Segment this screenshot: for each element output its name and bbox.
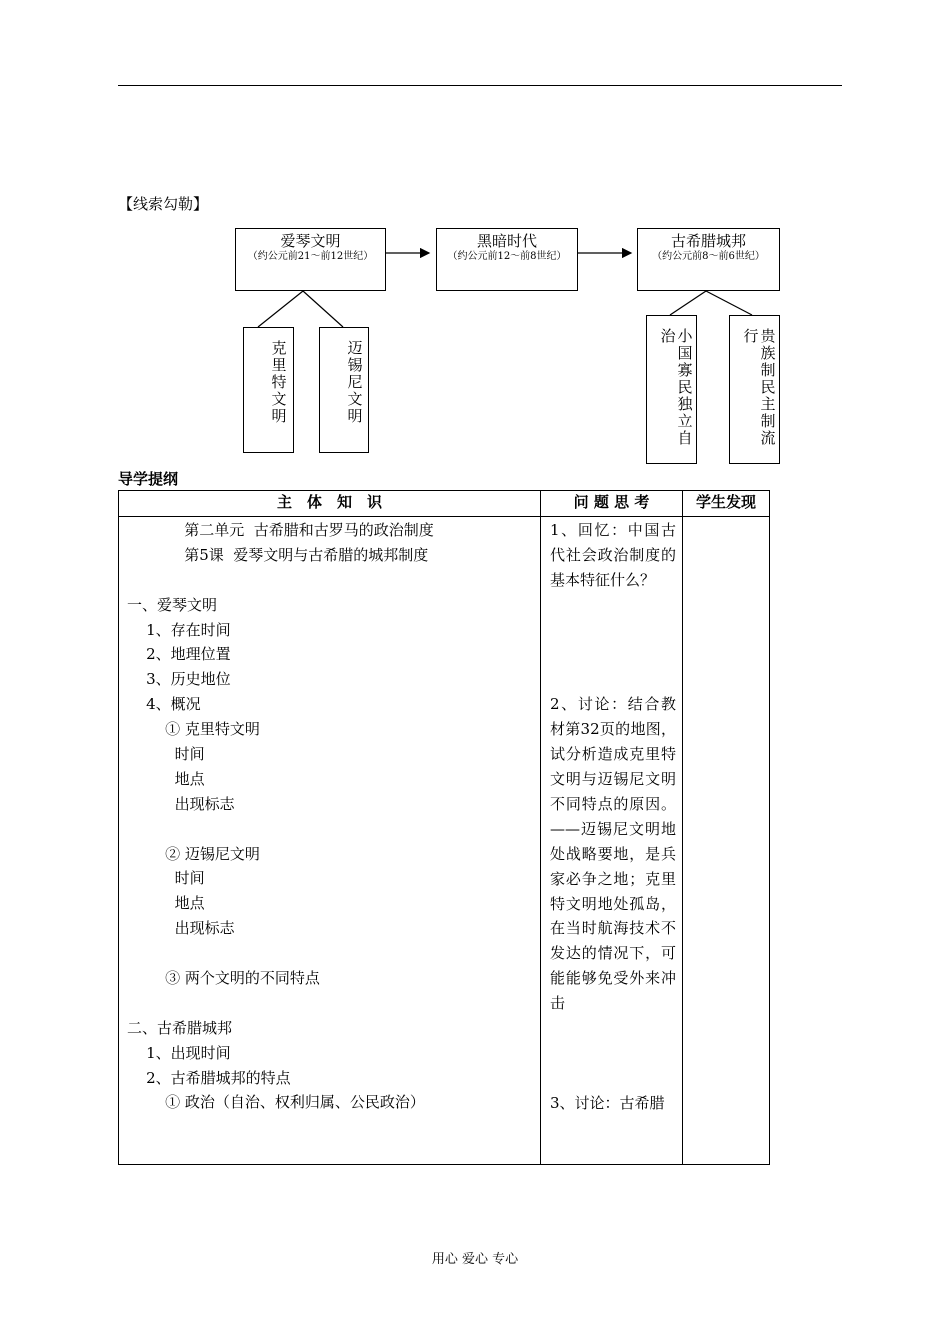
knowledge-line: 1、出现时间	[127, 1043, 231, 1062]
knowledge-line: ① 克里特文明	[127, 720, 260, 739]
question-3: 3、讨论：古希腊	[550, 1093, 665, 1112]
header-question-thinking: 问 题 思 考	[541, 491, 683, 517]
branch-text-col1: 小国寡民独立自	[677, 327, 693, 447]
knowledge-line	[119, 941, 540, 966]
knowledge-line: 3、历史地位	[127, 670, 231, 689]
branch-line-aristocracy	[706, 291, 752, 315]
page-footer: 用心 爱心 专心	[431, 1252, 519, 1267]
knowledge-cell	[119, 517, 541, 1165]
knowledge-line: 地点	[127, 769, 205, 788]
branch-text: 克里特文明	[271, 339, 287, 425]
knowledge-line: 时间	[127, 869, 205, 888]
header-student-findings: 学生发现	[683, 491, 770, 517]
knowledge-line: 第5课 爱琴文明与古希腊的城邦制度	[127, 545, 429, 564]
branch-line-minoan	[258, 291, 303, 327]
branch-text-col2: 行	[743, 327, 759, 345]
guide-title: 导学提纲	[118, 470, 179, 488]
box-subtitle: （约公元前12～前8世纪）	[447, 251, 567, 262]
knowledge-list	[119, 517, 540, 1115]
header-main-knowledge: 主 体 知 识	[119, 491, 541, 517]
knowledge-line: ③ 两个文明的不同特点	[127, 969, 320, 988]
knowledge-line: 1、存在时间	[127, 620, 231, 639]
box-aegean-civilization	[235, 228, 386, 291]
branch-small-state	[646, 315, 697, 464]
study-outline-table	[118, 490, 770, 1165]
box-title: 爱琴文明	[280, 232, 341, 250]
box-subtitle: （约公元前21～前12世纪）	[247, 251, 374, 262]
knowledge-line: 一、爱琴文明	[127, 595, 218, 614]
knowledge-line: 出现标志	[127, 794, 235, 813]
branch-aristocracy	[729, 315, 780, 464]
questions	[541, 517, 682, 1116]
table-row	[119, 517, 770, 1165]
knowledge-line: 2、地理位置	[127, 645, 231, 664]
question-2: 2、讨论：结合教材第32页的地图，试分析造成克里特文明与迈锡尼文明不同特点的原因。——迈锡尼文明地处战略要地，是兵家必争之地；克里特文明地处孤岛，在当时航海技术不发达的情况下，可能能够免受外来冲击	[550, 695, 676, 1013]
knowledge-line: 时间	[127, 745, 205, 764]
box-subtitle: （约公元前8～前6世纪）	[652, 251, 765, 262]
branch-text-col2: 治	[660, 327, 676, 345]
knowledge-line	[119, 568, 540, 593]
branch-mycenaean	[319, 327, 369, 453]
knowledge-line: 2、古希腊城邦的特点	[127, 1068, 291, 1087]
branch-line-mycenaean	[303, 291, 343, 327]
box-title: 黑暗时代	[476, 232, 537, 250]
knowledge-line: 第二单元 古希腊和古罗马的政治制度	[127, 521, 434, 539]
branch-text: 迈锡尼文明	[347, 339, 363, 425]
knowledge-line: ① 政治（自治、权利归属、公民政治）	[127, 1093, 425, 1112]
knowledge-line: ② 迈锡尼文明	[127, 844, 260, 863]
branch-text-col1: 贵族制民主制流	[760, 327, 776, 447]
knowledge-line	[119, 991, 540, 1016]
box-title: 古希腊城邦	[670, 232, 746, 250]
branch-line-small-state	[670, 291, 706, 315]
question-1: 1、回忆：中国古代社会政治制度的基本特征什么？	[550, 521, 676, 589]
knowledge-line: 二、古希腊城邦	[127, 1018, 233, 1037]
knowledge-line: 地点	[127, 894, 205, 913]
knowledge-line	[119, 817, 540, 842]
knowledge-line: 出现标志	[127, 919, 235, 938]
knowledge-line: 4、概况	[127, 695, 201, 714]
box-greek-city-states	[637, 228, 780, 291]
box-dark-age	[436, 228, 578, 291]
table-header-row	[119, 491, 770, 517]
findings-cell	[683, 517, 770, 1165]
section-title: 【线索勾勒】	[118, 195, 209, 213]
branch-minoan	[243, 327, 294, 453]
questions-cell	[541, 517, 683, 1165]
